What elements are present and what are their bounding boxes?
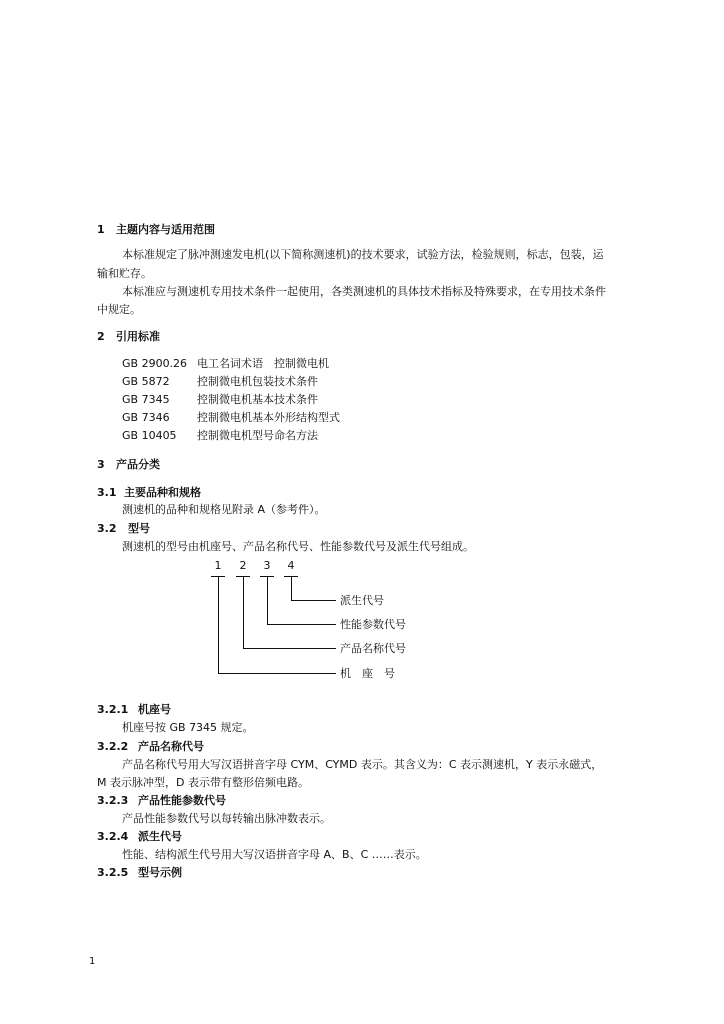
leader-line-vertical xyxy=(267,576,268,624)
leader-line-vertical xyxy=(243,576,244,648)
diagram-label-derivative-code: 派生代号 xyxy=(340,594,384,607)
standard-name: 控制微电机基本技术条件 xyxy=(197,393,318,406)
diagram-label-product-name-code: 产品名称代号 xyxy=(340,642,406,655)
standard-code: GB 5872 xyxy=(122,375,170,388)
leader-line-vertical xyxy=(291,576,292,600)
section-3-2-number: 3.2 xyxy=(97,522,117,535)
standard-code: GB 10405 xyxy=(122,429,177,442)
section-3-number: 3 xyxy=(97,458,105,471)
standard-code: GB 7345 xyxy=(122,393,170,406)
section-3-2-1-text: 机座号按 GB 7345 规定。 xyxy=(122,721,254,734)
diagram-digit: 3 xyxy=(263,559,271,572)
leader-line-horizontal xyxy=(291,600,336,601)
section-3-2-1-number: 3.2.1 xyxy=(97,703,129,716)
section-3-2-title: 型号 xyxy=(128,522,150,535)
section-3-2-4-title: 派生代号 xyxy=(138,830,182,843)
section-3-2-2-line-1: 产品名称代号用大写汉语拼音字母 CYM、CYMD 表示。其含义为：C 表示测速机，Y 表示永磁式， xyxy=(122,758,603,771)
section-3-2-4-number: 3.2.4 xyxy=(97,830,129,843)
standard-name: 控制微电机基本外形结构型式 xyxy=(197,411,340,424)
section-2-number: 2 xyxy=(97,330,105,343)
section-2-title: 引用标准 xyxy=(116,330,160,343)
section-1-title: 主题内容与适用范围 xyxy=(116,223,215,236)
leader-line-horizontal xyxy=(267,624,336,625)
section-3-2-text: 测速机的型号由机座号、产品名称代号、性能参数代号及派生代号组成。 xyxy=(122,540,474,553)
section-3-1-number: 3.1 xyxy=(97,486,117,499)
diagram-digit: 4 xyxy=(287,559,295,572)
standard-name: 控制微电机型号命名方法 xyxy=(197,429,318,442)
diagram-digit: 1 xyxy=(214,559,222,572)
diagram-label-performance-code: 性能参数代号 xyxy=(340,618,406,631)
section-3-2-3-number: 3.2.3 xyxy=(97,794,129,807)
diagram-digit: 2 xyxy=(239,559,247,572)
section-3-2-3-title: 产品性能参数代号 xyxy=(138,794,226,807)
leader-line-horizontal xyxy=(243,648,336,649)
section-3-2-5-title: 型号示例 xyxy=(138,866,182,879)
section-1-paragraph-1-line-2: 输和贮存。 xyxy=(97,267,152,280)
section-3-2-5-number: 3.2.5 xyxy=(97,866,129,879)
section-1-paragraph-2-line-2: 中规定。 xyxy=(97,303,141,316)
section-3-1-text: 测速机的品种和规格见附录 A（参考件）。 xyxy=(122,503,326,516)
section-3-2-2-line-2: M 表示脉冲型，D 表示带有整形倍频电路。 xyxy=(97,776,309,789)
section-1-paragraph-1-line-1: 本标准规定了脉冲测速发电机(以下简称测速机)的技术要求，试验方法，检验规则，标志，包装，运 xyxy=(122,248,604,261)
section-3-2-2-number: 3.2.2 xyxy=(97,740,129,753)
section-3-1-title: 主要品种和规格 xyxy=(124,486,201,499)
diagram-label-frame-number: 机 座 号 xyxy=(340,667,395,680)
section-1-number: 1 xyxy=(97,223,105,236)
standard-name: 电工名词术语 控制微电机 xyxy=(197,357,329,370)
section-3-2-2-title: 产品名称代号 xyxy=(138,740,204,753)
section-3-2-3-text: 产品性能参数代号以每转输出脉冲数表示。 xyxy=(122,812,331,825)
standard-code: GB 2900.26 xyxy=(122,357,188,370)
leader-line-vertical xyxy=(218,576,219,673)
page-number: 1 xyxy=(89,956,96,967)
section-1-paragraph-2-line-1: 本标准应与测速机专用技术条件一起使用，各类测速机的具体技术指标及特殊要求，在专用技术条件 xyxy=(122,285,606,298)
section-3-title: 产品分类 xyxy=(116,458,160,471)
section-3-2-4-text: 性能、结构派生代号用大写汉语拼音字母 A、B、C ……表示。 xyxy=(122,848,427,861)
standard-name: 控制微电机包装技术条件 xyxy=(197,375,318,388)
leader-line-horizontal xyxy=(218,673,336,674)
section-3-2-1-title: 机座号 xyxy=(138,703,171,716)
standard-code: GB 7346 xyxy=(122,411,170,424)
